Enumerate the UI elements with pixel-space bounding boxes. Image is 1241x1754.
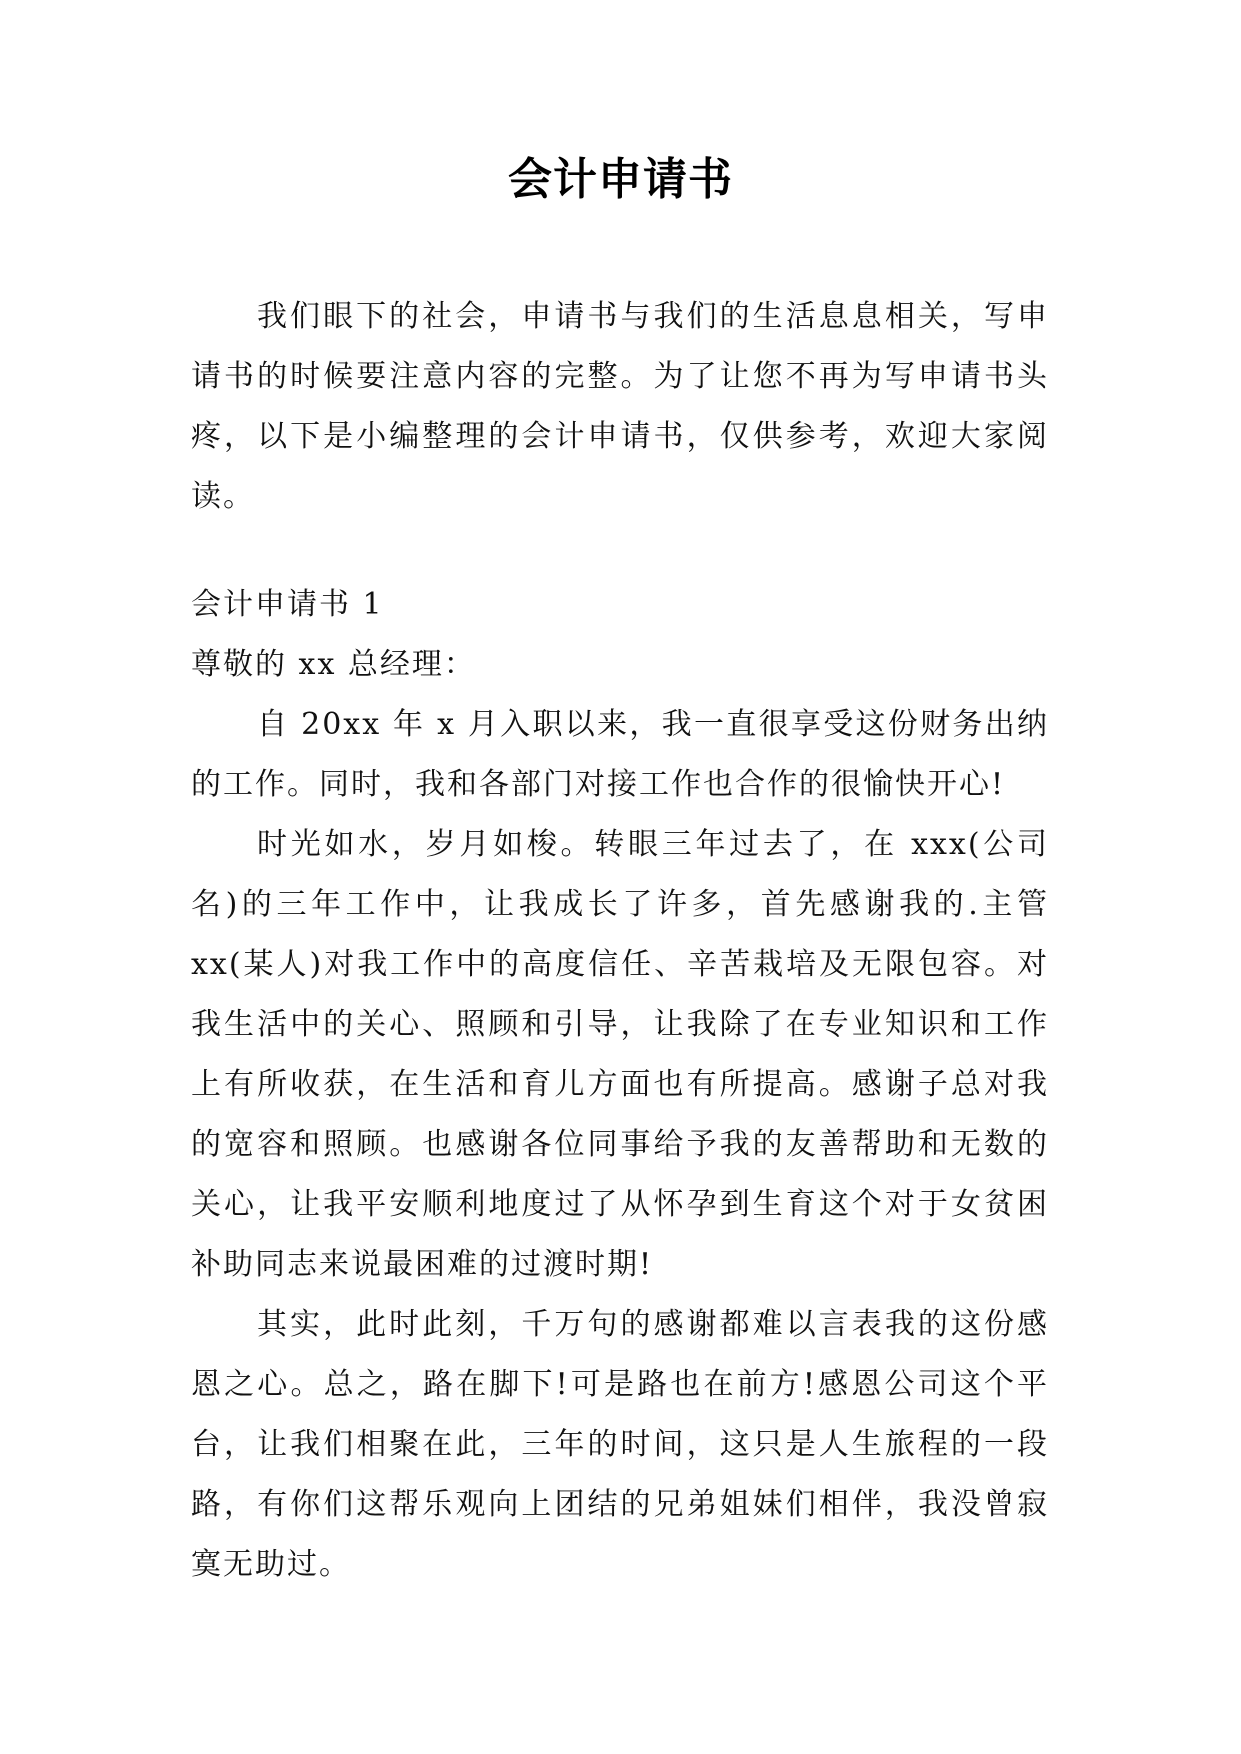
- body-paragraph-1: 自 20xx 年 x 月入职以来，我一直很享受这份财务出纳的工作。同时，我和各部门对接工作也合作的很愉快开心!: [191, 707, 1049, 802]
- body-paragraph-3: 其实，此时此刻，千万句的感谢都难以言表我的这份感恩之心。总之，路在脚下!可是路也在前方!感恩公司这个平台，让我们相聚在此，三年的时间，这只是人生旅程的一段路，有你们这帮乐观向上团结的兄弟姐妹们相伴，我没曾寂寞无助过。: [191, 1307, 1049, 1582]
- section-title: 会计申请书 1: [191, 587, 384, 622]
- document-title: 会计申请书: [508, 154, 733, 205]
- body-paragraph-2: 时光如水，岁月如梭。转眼三年过去了，在 xxx(公司名)的三年工作中，让我成长了许多，首先感谢我的.主管 xx(某人)对我工作中的高度信任、辛苦栽培及无限包容。对我生活中的关心、照顾和引导，让我除了在专业知识和工作上有所收获，在生活和育儿方面也有所提高。感谢子总对我的宽容和照顾。也感谢各位同事给予我的友善帮助和无数的关心，让我平安顺利地度过了从怀孕到生育这个对于女贫困补助同志来说最困难的过渡时期!: [191, 827, 1049, 1282]
- intro-paragraph: 我们眼下的社会，申请书与我们的生活息息相关，写申请书的时候要注意内容的完整。为了让您不再为写申请书头疼，以下是小编整理的会计申请书，仅供参考，欢迎大家阅读。: [191, 299, 1049, 514]
- salutation: 尊敬的 xx 总经理：: [191, 647, 476, 682]
